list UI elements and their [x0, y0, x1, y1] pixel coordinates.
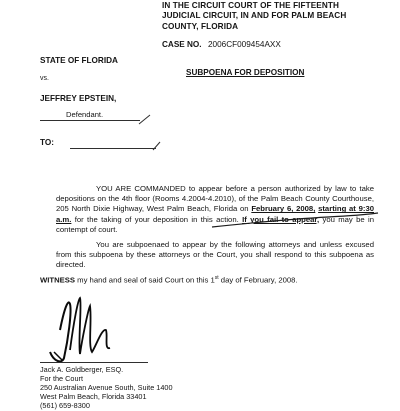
court-line-2: JUDICIAL CIRCUIT, IN AND FOR PALM BEACH — [162, 11, 347, 21]
court-caption — [162, 1, 346, 32]
attorney-address-2: West Palm Beach, Florida 33401 — [40, 391, 147, 401]
deposition-time: starting at 9:30 a.m. — [56, 204, 374, 224]
defendant-name: JEFFREY EPSTEIN, — [40, 94, 117, 103]
attorney-for: For the Court — [40, 373, 83, 383]
attorney-block — [40, 366, 173, 411]
court-line-3: COUNTY, FLORIDA — [162, 21, 239, 31]
witness-lead: WITNESS — [40, 275, 76, 285]
to-bracket-mark — [152, 140, 162, 152]
defendant-label: Defendant. — [66, 110, 104, 119]
caption-bracket-mark — [138, 113, 152, 125]
attorney-address-1: 250 Australian Avenue South, Suite 1400 — [40, 382, 173, 392]
signature — [40, 290, 120, 366]
case-number: 2006CF009454AXX — [208, 40, 281, 49]
attorney-name: Jack A. Goldberger, ESQ. — [40, 365, 124, 374]
witness-paragraph — [40, 273, 374, 286]
case-number-label: CASE NO. — [162, 40, 202, 49]
plaintiff-name: STATE OF FLORIDA — [40, 56, 118, 65]
versus-label: vs. — [40, 75, 49, 82]
command-text-c: you may be in contempt of court. — [56, 214, 374, 234]
appearance-text: You are subpoenaed to appear by the following attorneys and unless excused from this subpoena by these attorneys or the Court, you shall respond to this subpoena as directed. — [56, 240, 374, 270]
to-label: TO: — [40, 138, 54, 147]
command-text-b: for the taking of your deposition in this action. — [71, 214, 243, 224]
caption-rule — [40, 120, 140, 121]
signature-line — [40, 362, 148, 363]
document-title: SUBPOENA FOR DEPOSITION — [186, 68, 305, 77]
command-text-a: to appear before a person authorized by law to take depositions on the 4th floor (Rooms 4.2004-4.2010), of the Palm Beach County Courthouse, 205 North Dixie Highway, West Palm Beach, Florida on — [56, 184, 374, 214]
witness-ordinal: st — [214, 275, 219, 281]
witness-text-b: day of February, 2008. — [218, 275, 298, 285]
command-lead: YOU ARE COMMANDED — [96, 184, 186, 193]
court-line-1: IN THE CIRCUIT COURT OF THE FIFTEENTH — [162, 1, 339, 10]
deposition-date: February 6, 2008, — [251, 204, 316, 214]
contempt-warning: If you fail to appear, — [242, 214, 320, 224]
attorney-phone: (561) 659-8300 — [40, 400, 90, 410]
to-rule — [70, 148, 156, 149]
witness-text-a: my hand and seal of said Court on this 1 — [75, 275, 215, 285]
handwritten-underline — [210, 211, 380, 231]
appearance-paragraph — [56, 240, 374, 271]
